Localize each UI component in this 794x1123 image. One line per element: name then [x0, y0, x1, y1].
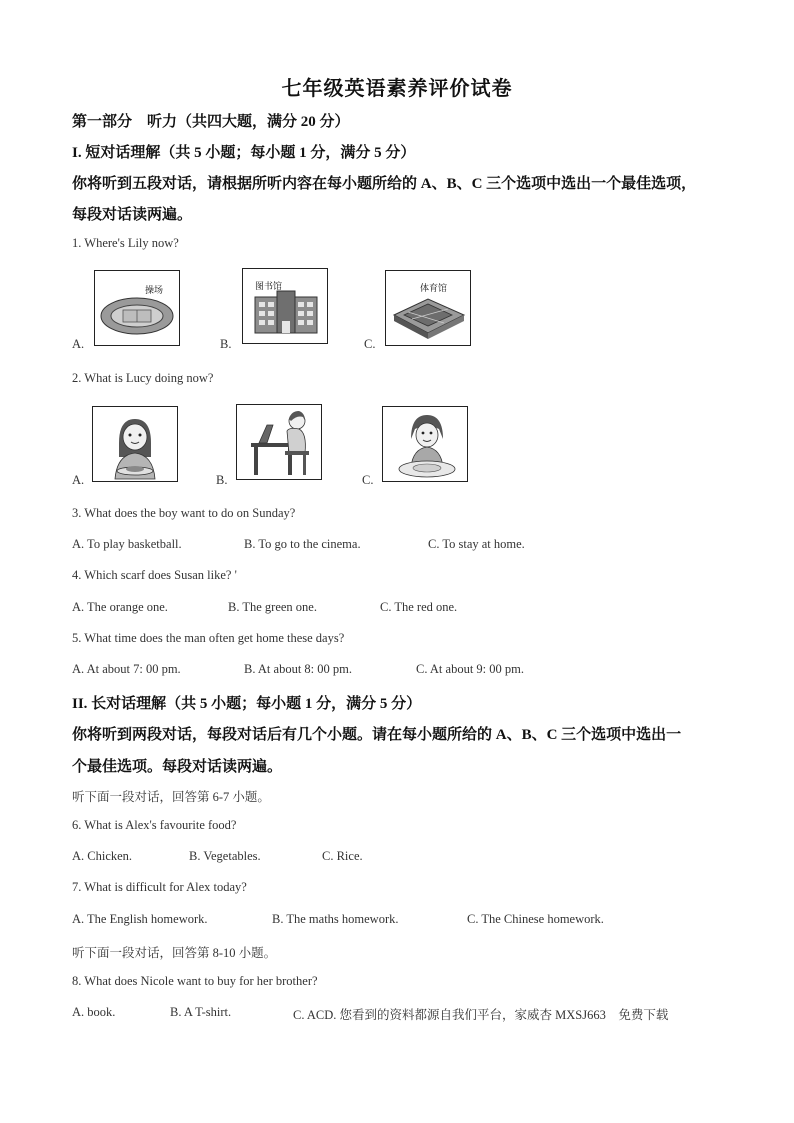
gym-image — [385, 270, 471, 346]
option-a-label: A. — [72, 337, 85, 351]
option-b: B. The green one. — [228, 600, 317, 614]
gym-label: 体育馆 — [420, 284, 448, 294]
option-c-label: C. — [364, 337, 376, 351]
question-1: 1. Where's Lily now? — [72, 236, 179, 250]
section2-heading: II. 长对话理解（共 5 小题；每小题 1 分，满分 5 分） — [72, 696, 422, 712]
option-a: A. The English homework. — [72, 912, 208, 926]
dialog-2-intro: 听下面一段对话，回答第 8-10 小题。 — [72, 946, 277, 960]
section1-instructions-line1: 你将听到五段对话，请根据所听内容在每小题所给的 A、B、C 三个选项中选出一个最佳选项， — [72, 176, 697, 192]
question-4: 4. Which scarf does Susan like? ' — [72, 568, 237, 582]
option-c: C. Rice. — [322, 849, 363, 863]
option-b: B. A T-shirt. — [170, 1005, 232, 1019]
option-c: C. The Chinese homework. — [467, 912, 604, 926]
section1-instructions-line2: 每段对话读两遍。 — [72, 207, 193, 223]
option-c: C. ACD. 您看到的资料都源自我们平台，家威杏 MXSJ663 免费下载 — [293, 1008, 669, 1022]
question-2: 2. What is Lucy doing now? — [72, 371, 214, 385]
library-image — [242, 268, 328, 344]
girl-washing-image — [382, 406, 468, 482]
question-2-image-options — [72, 398, 532, 488]
girl-eating-image — [92, 406, 178, 482]
option-a: A. To play basketball. — [72, 537, 182, 551]
question-8: 8. What does Nicole want to buy for her brother? — [72, 974, 318, 988]
question-1-image-options — [72, 262, 532, 352]
option-a-label: A. — [72, 473, 85, 487]
page-title: 七年级英语素养评价试卷 — [281, 78, 513, 100]
option-b-label: B. — [220, 337, 232, 351]
option-c: C. To stay at home. — [428, 537, 525, 551]
option-a: A. book. — [72, 1005, 116, 1019]
dialog-1-intro: 听下面一段对话，回答第 6-7 小题。 — [72, 790, 270, 804]
option-a: A. Chicken. — [72, 849, 133, 863]
question-5: 5. What time does the man often get home these days? — [72, 631, 345, 645]
option-a: A. The orange one. — [72, 600, 168, 614]
option-c-label: C. — [362, 473, 374, 487]
option-b: B. The maths homework. — [272, 912, 399, 926]
option-a: A. At about 7: 00 pm. — [72, 662, 181, 676]
section2-instructions-line1: 你将听到两段对话，每段对话后有几个小题。请在每小题所给的 A、B、C 三个选项中选出一 — [72, 727, 682, 743]
playground-label: 操场 — [145, 286, 164, 296]
section2-instructions-line2: 个最佳选项。每段对话读两遍。 — [72, 759, 283, 775]
part1-heading: 第一部分 听力（共四大题，满分 20 分） — [72, 114, 350, 130]
option-c: C. At about 9: 00 pm. — [416, 662, 524, 676]
playground-image — [94, 270, 180, 346]
question-6: 6. What is Alex's favourite food? — [72, 818, 237, 832]
library-label: 图书馆 — [255, 282, 283, 292]
section1-heading: I. 短对话理解（共 5 小题；每小题 1 分，满分 5 分） — [72, 145, 416, 161]
question-3: 3. What does the boy want to do on Sunday? — [72, 506, 296, 520]
option-b: B. At about 8: 00 pm. — [244, 662, 352, 676]
option-b: B. To go to the cinema. — [244, 537, 361, 551]
question-7: 7. What is difficult for Alex today? — [72, 880, 247, 894]
option-b-label: B. — [216, 473, 228, 487]
option-b: B. Vegetables. — [189, 849, 261, 863]
option-c: C. The red one. — [380, 600, 458, 614]
girl-computer-image — [236, 404, 322, 480]
